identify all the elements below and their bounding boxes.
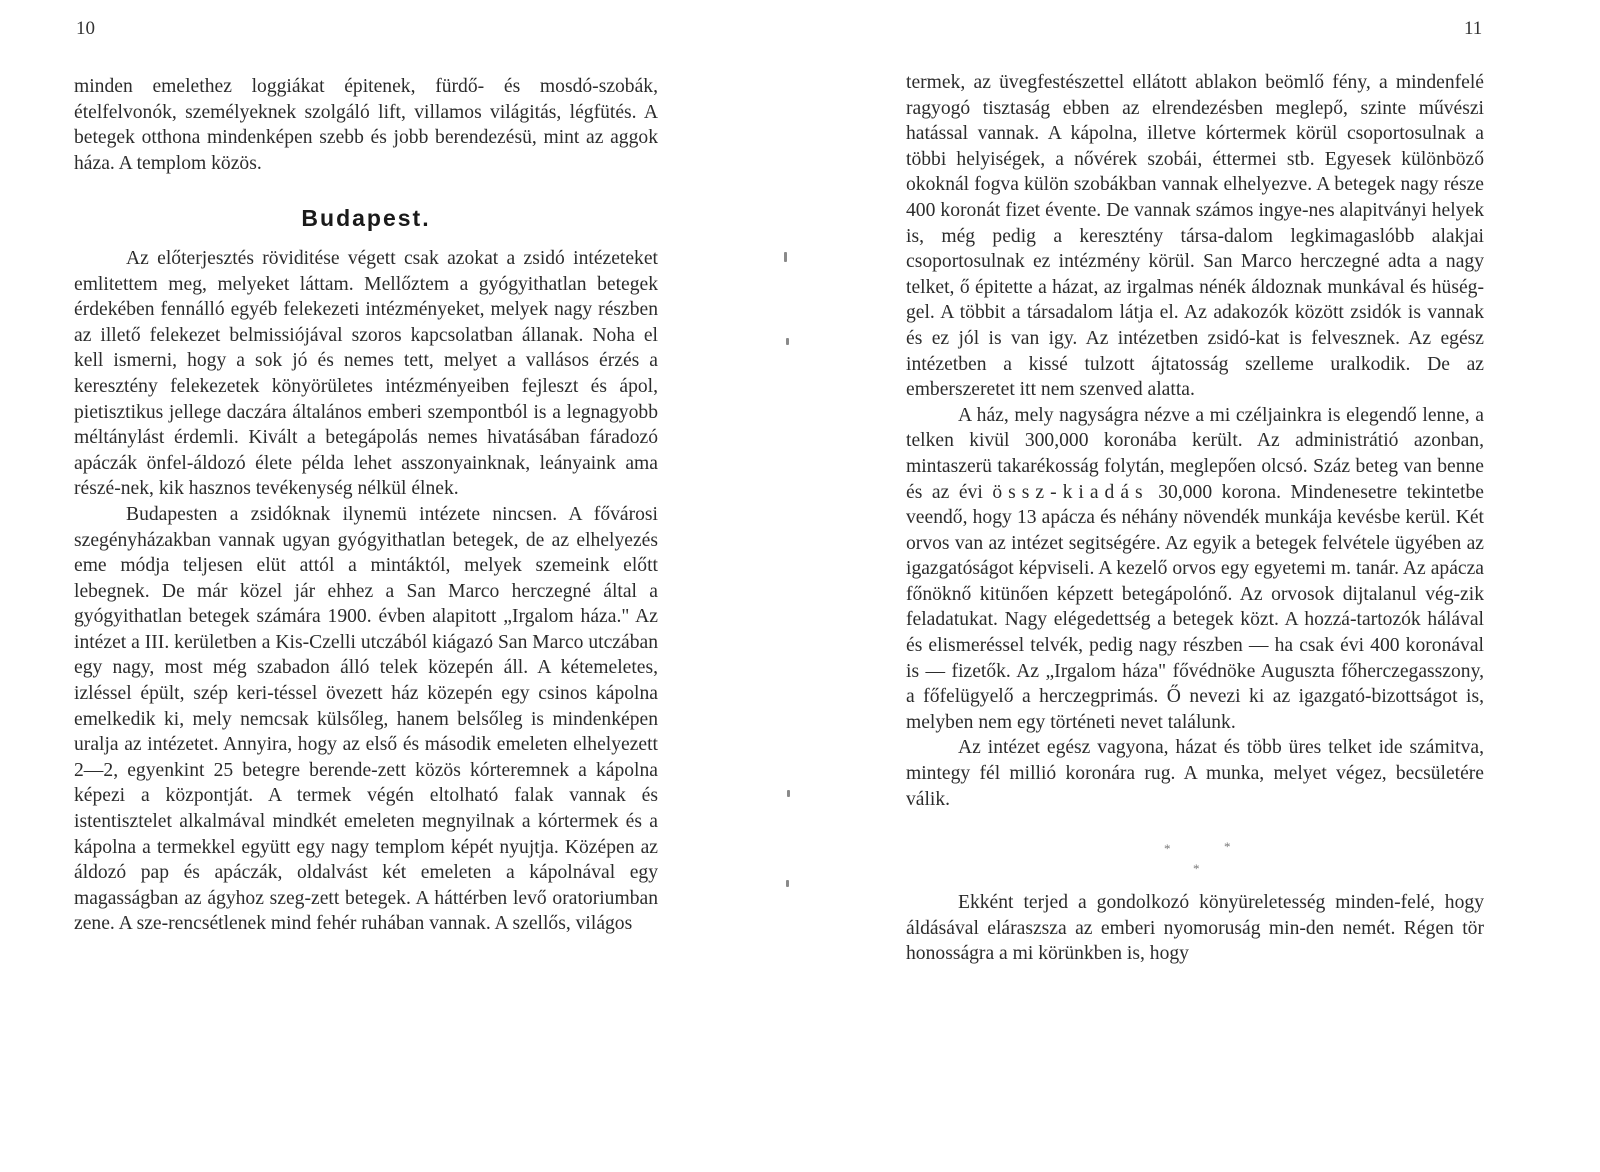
right-page <box>800 0 1600 1172</box>
left-page <box>0 0 780 1172</box>
right-paragraph-2 <box>906 403 1484 736</box>
right-page-number: 11 <box>1464 18 1483 39</box>
gutter-mark <box>786 880 789 887</box>
right-paragraph-4: Ekként terjed a gondolkozó könyüreletesség minden-felé, hogy áldásával eláraszsza az emberi nyomoruság min-den nemét. Régen tör honosságra a mi körünkben is, hogy <box>906 892 1484 965</box>
left-paragraph-1: minden emelethez loggiákat épitenek, fürdő- és mosdó-szobák, ételfelvonók, személyeknek szolgáló lift, villamos világitás, légfütés. A betegek otthona mindenképen szebb és jobb berendezésü, mint az aggok háza. A templom közös. <box>74 76 658 174</box>
left-text-block <box>74 74 658 937</box>
section-heading: Budapest. <box>301 205 431 232</box>
spaced-word: össz-kiadás <box>992 481 1149 503</box>
right-paragraph-2-part-a: A ház, mely nagyságra nézve a mi czéljainkra is elegendő lenne, a telken kivül 300,000 koronába került. Az administrátió azonban, mintaszerü takarékosság folytán, meglepően olcsó. Száz beteg van benne és az évi <box>906 404 1484 503</box>
gutter-mark <box>784 252 787 262</box>
right-text-block <box>906 70 1484 967</box>
right-paragraph-3: Az intézet egész vagyona, házat és több üres telket ide számitva, mintegy fél millió koronára rug. A munka, melyet végez, becsületére válik. <box>906 737 1484 810</box>
asterism <box>906 826 1484 886</box>
gutter-mark <box>787 790 790 797</box>
asterism-star: * <box>1224 839 1231 855</box>
right-paragraph-1: termek, az üvegfestészettel ellátott ablakon beömlő fény, a mindenfelé ragyogó tisztaság ebben az elrendezésben meglepő, szinte művészi hatással vannak. A kápolna, illetve kórtermek körül csoportosulnak a többi helyiségek, a nővérek szobái, éttermei stb. Egyesek különböző okoknál fogva külön szobákban vannak elhelyezve. A betegek nagy része 400 koronát fizet évente. De vannak számos ingye-nes alapitványi helyek is, még pedig a keresztény társa-dalom legkimagaslóbb alakjai csoportosulnak ez intézmény körül. San Marco herczegné adta a nagy telket, ő épitette a házat, az irgalmas nénék áldoznak munkával és hüség-gel. A többit a társadalom látja el. Az adakozók között zsidók is vannak és ez jól is van igy. Az intézetben zsidó-kat is felvesznek. Az egész intézetben a kissé tulzott ájtatosság szelleme uralkodik. De az emberszeretet itt nem szenved alatta. <box>906 72 1484 401</box>
left-paragraph-3: Budapesten a zsidóknak ilynemü intézete nincsen. A fővárosi szegényházakban vannak ugyan gyógyithatlan betegek, de az elhelyezés eme módja teljesen elüt attól a mintáktól, melyek szemeink előtt lebegnek. De már közel jár ehhez a San Marco herczegné által a gyógyithatlan betegek számára 1900. évben alapitott „Irgalom háza." Az intézet a III. kerületben a Kis-Czelli utczából kiágazó San Marco utczában egy nagy, most még szabadon álló telek közepén áll. A kétemeletes, izléssel épült, szép keri-téssel övezett ház közepén egy csinos kápolna emelkedik ki, mely nemcsak külsőleg, hanem belsőleg is mindenképen uralja az intézetet. Annyira, hogy az első és második emeleten elhelyezett 2—2, egyenkint 25 betegre berende-zett közös kórteremnek a kápolna képezi a központját. A termek végén eltolható falak vannak és istentisztelet alkalmával mindkét emeleten megnyilnak a kórtermek és a kápolna a termekkel együtt egy nagy templom képét nyujtja. Középen az áldozó pap és apáczák, oldalvást két emeleten a kápolnával egy magasságban az ágyhoz szeg-zett betegek. A háttérben levő oratoriumban zene. A sze-rencsétlenek mind fehér ruhában vannak. A szellős, világos <box>74 503 658 935</box>
left-page-number: 10 <box>76 18 95 39</box>
gutter-mark <box>786 338 789 345</box>
left-paragraph-2: Az előterjesztés röviditése végett csak azokat a zsidó intézeteket emlitettem meg, melyeket láttam. Mellőztem a gyógyithatlan betegek érdekében fennálló egyéb felekezeti intézményeket, melyek nagy részben az illető felekezet belmissiójával szoros kapcsolatban állanak. Noha el kell ismerni, hogy a sok jó és nemes tett, melyet a vallásos érzés a keresztény felekezetek könyörületes intézményeiben fejleszt és ápol, pietisztikus jellege daczára általános emberi szempontból is a legnagyobb méltánylást érdemli. Kivált a betegápolás nemes hivatásában fáradozó apáczák önfel-áldozó élete példa lehet asszonyainknak, leányaink ama részé-nek, kik hasznos tevékenység nélkül élnek. <box>74 247 658 500</box>
right-paragraph-2-part-b: 30,000 korona. Mindenesetre tekintetbe veendő, hogy 13 apácza és néhány növendék munkája kevésbe kerül. Két orvos van az intézet segitségére. Az egyik a betegek felvétele ügyében az igazgatóságot képviseli. A kezelő orvos egy egyetemi m. tanár. Az apácza főnöknő kitünően képzett betegápolónő. Az orvosok dijtalanul vég-zik feladatukat. Nagy elégedettség a betegek közt. A hozzá-tartozók hálával és elismeréssel telvék, pedig nagy részben — ha csak évi 400 koronával is — fizetők. Az „Irgalom háza" fővédnöke Auguszta főherczegasszony, a főfelügyelő a herczegprimás. Ő nevezi ki az igazgató-bizottságot is, melyben nem egy történeti nevet találunk. <box>906 481 1484 733</box>
asterism-star: * <box>1164 841 1171 857</box>
asterism-star: * <box>1193 861 1200 877</box>
